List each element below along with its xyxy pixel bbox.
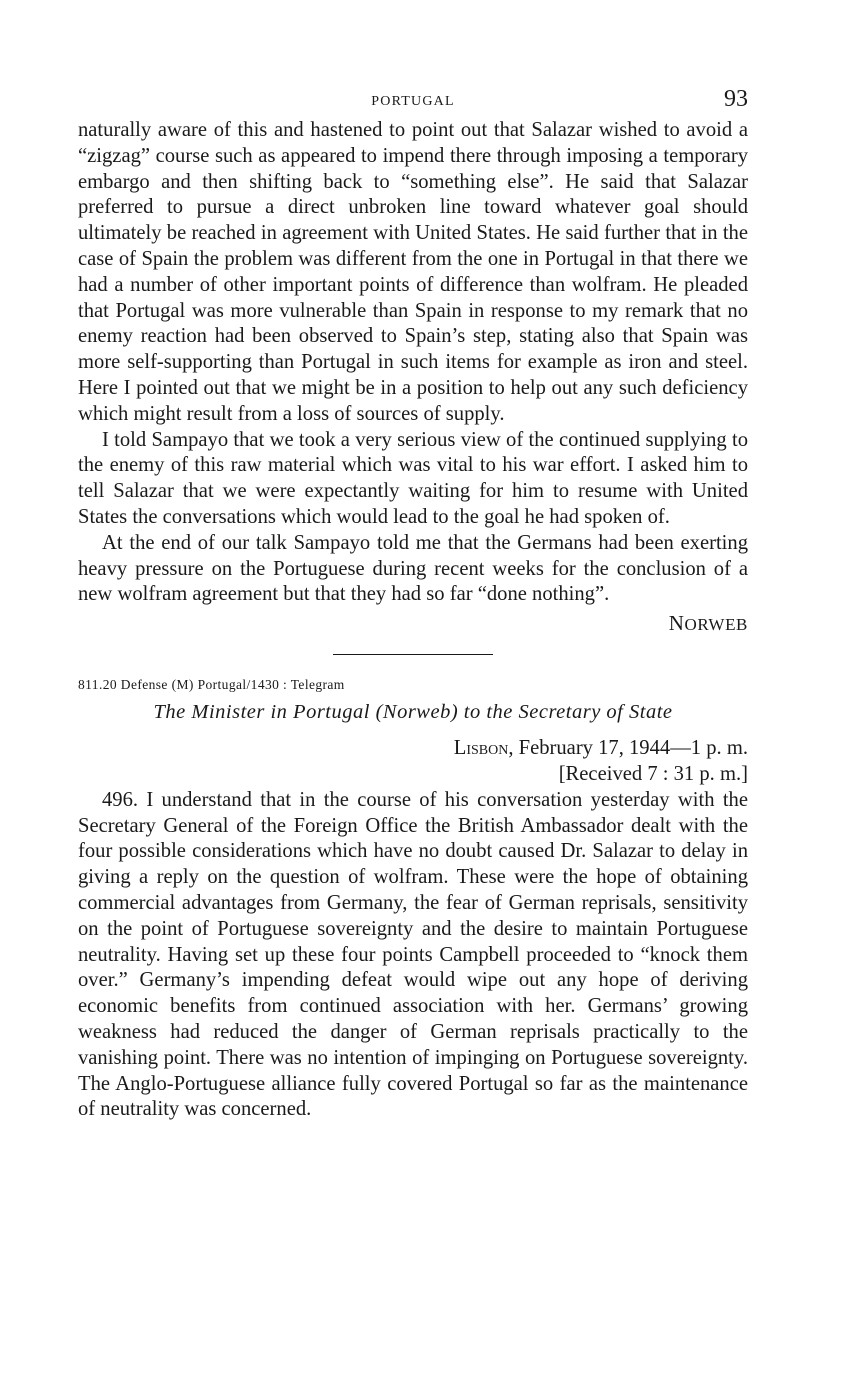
signature-norweb bbox=[78, 611, 748, 636]
dateline bbox=[78, 736, 748, 762]
running-head bbox=[78, 86, 748, 118]
running-title: PORTUGAL bbox=[371, 94, 455, 109]
dateline-date: February 17, 1944—1 p. m. bbox=[513, 737, 748, 760]
signature-rest: ORWEB bbox=[684, 615, 748, 635]
paragraph-end-of-talk: At the end of our talk Sampayo told me that the Germans had been exerting heavy pressure on the Portuguese during recent weeks for the conclusion of a new wolfram agreement but that they had so far “done nothing”. bbox=[78, 531, 748, 606]
file-reference: 811.20 Defense (M) Portugal/1430 : Telegram bbox=[78, 677, 345, 693]
signature-initial: N bbox=[668, 611, 685, 636]
dateline-place: Lisbon, bbox=[453, 737, 514, 760]
document-heading: The Minister in Portugal (Norweb) to the Secretary of State bbox=[153, 701, 673, 724]
page-number: 93 bbox=[724, 86, 748, 112]
document-page bbox=[78, 86, 748, 1123]
paragraph-continued: naturally aware of this and hastened to point out that Salazar wished to avoid a “zigzag” course such as appeared to impend there through imposing a temporary embargo and then shifting back to “something else”. He said that Salazar preferred to pursue a direct unbroken line toward whatever goal should ultimately be reached in agreement with United States. He said further that in the case of Spain the problem was different from the one in Portugal in that there we had a number of other important points of difference than wolfram. He pleaded that Portugal was more vulnerable than Spain in response to my remark that no enemy reaction had been observed to Spain’s step, stating also that Spain was more self-supporting than Portugal in such items for example as iron and steel. Here I pointed out that we might be in a position to help out any such deficiency which might result from a loss of sources of supply. bbox=[78, 119, 748, 425]
telegram-body: 496. I understand that in the course of his conversation yesterday with the Secretary General of the Foreign Office the British Ambassador dealt with the four possible considerations which have no doubt caused Dr. Salazar to delay in giving a reply on the question of wolfram. These were the hope of obtaining commercial advantages from Germany, the fear of German reprisals, sensitivity on the point of Portuguese sovereignty and the desire to maintain Portuguese neutrality. Having set up these four points Campbell proceeded to “knock them over.” Germany’s impending defeat would wipe out any hope of deriving economic benefits from continued association with her. Germans’ growing weakness had reduced the danger of German reprisals practically to the vanishing point. There was no intention of impinging on Portuguese sovereignty. The Anglo-Portuguese alliance fully covered Portugal so far as the maintenance of neutrality was concerned. bbox=[78, 788, 748, 1121]
paragraph-sampayo-view: I told Sampayo that we took a very serious view of the continued supplying to the enemy of this raw material which was vital to his war effort. I asked him to tell Salazar that we were expectantly waiting for him to resume with United States the conversations which would lead to the goal he had spoken of. bbox=[78, 428, 748, 528]
received-note: [Received 7 : 31 p. m.] bbox=[558, 762, 748, 785]
section-divider bbox=[333, 654, 493, 655]
